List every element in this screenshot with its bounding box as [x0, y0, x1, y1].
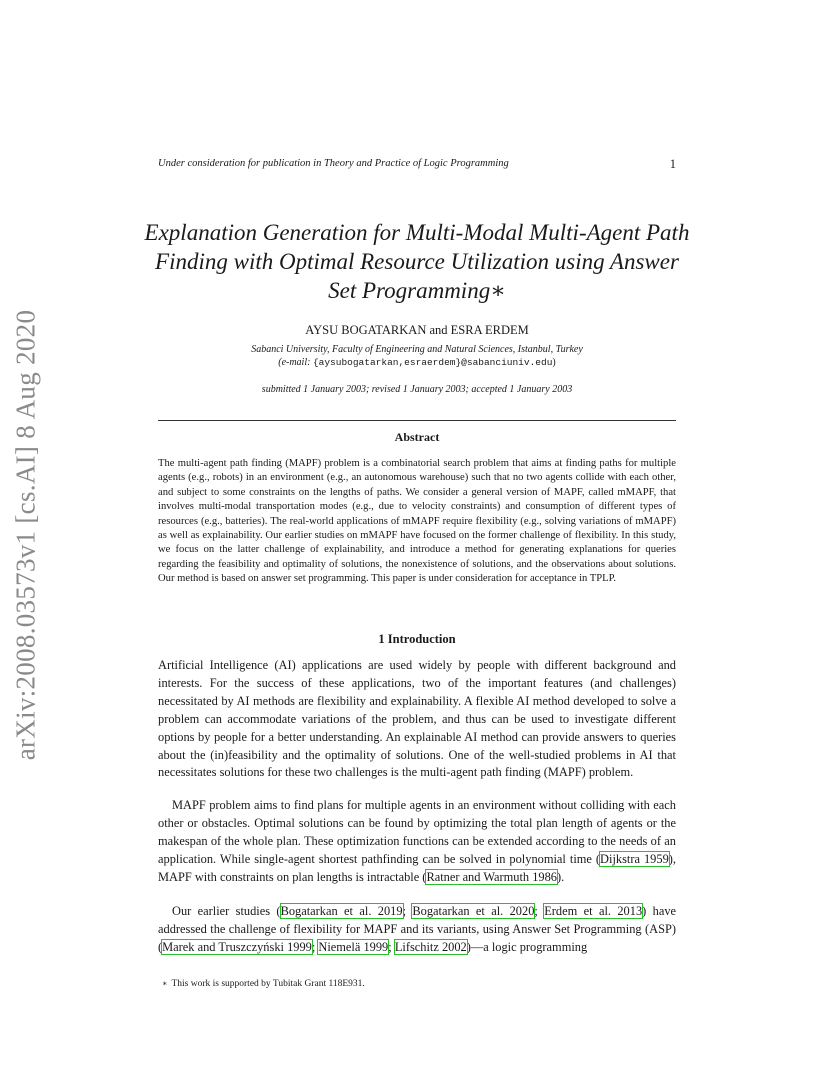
- paragraph-text: ), MAPF with constraints on plan lengths is intractable (: [158, 851, 676, 884]
- citation-link[interactable]: Dijkstra 1959: [600, 851, 669, 866]
- email-prefix: (e-mail:: [278, 357, 313, 368]
- paragraph-text: Our earlier studies (: [172, 904, 281, 918]
- authors: AYSU BOGATARKAN and ESRA ERDEM: [305, 323, 529, 337]
- arxiv-stamp: [2, 300, 50, 770]
- intro-paragraph-3: [158, 903, 676, 957]
- header-divider: [158, 420, 676, 421]
- citation-separator: ;: [534, 904, 545, 918]
- abstract-body: The multi-agent path finding (MAPF) problem is a combinatorial search problem that aims at finding paths for multiple agents (e.g., robots) in an environment (e.g., an autonomous warehouse) such that no two agents collide with each other, and subject to some constraints on the lengths of paths. We consider a general version of MAPF, called mMAPF, that involves multi-modal transportation modes (e.g., due to velocity constraints) and consumption of different types of resources (e.g., batteries). The real-world applications of mMAPF require flexibility (e.g., solving variations of mMAPF) as well as explainability. Our earlier studies on mMAPF have focused on the former challenge of flexibility. In this study, we focus on the latter challenge of explainability, and introduce a method for generating explanations for queries regarding the feasibility and optimality of solutions, the nonexistence of solutions, and the observations about solutions. Our method is based on answer set programming. This paper is under consideration for acceptance in TPLP.: [158, 458, 676, 585]
- citation-separator: ;: [388, 939, 395, 954]
- citation-link[interactable]: Ratner and Warmuth 1986: [426, 869, 558, 884]
- email-line: [158, 357, 676, 368]
- paragraph-text: ) have addressed the challenge of flexibility for MAPF and its variants, using Answer Set Programming (ASP) (: [158, 904, 677, 954]
- abstract-heading: Abstract: [394, 430, 440, 444]
- paper-title: Explanation Generation for Multi-Modal Multi-Agent Path Finding with Optimal Resource Utilization using Answer Set Programming∗: [144, 220, 690, 303]
- citation-link[interactable]: Erdem et al. 2013: [544, 904, 643, 918]
- email-addresses[interactable]: {aysubogatarkan,esraerdem}@sabanciuniv.edu: [312, 357, 553, 368]
- arxiv-identifier: arXiv:2008.03573v1 [cs.AI] 8 Aug 2020: [10, 309, 41, 761]
- intro-paragraph-2: [158, 797, 676, 887]
- footnote-marker: ∗: [162, 979, 168, 988]
- citation-separator: ;: [402, 904, 413, 918]
- citation-link[interactable]: Niemelä 1999: [318, 939, 389, 954]
- paragraph-text: ).: [557, 869, 565, 884]
- submission-dates: submitted 1 January 2003; revised 1 January 2003; accepted 1 January 2003: [261, 384, 573, 395]
- section-heading-introduction: 1 Introduction: [378, 632, 456, 646]
- citation-link[interactable]: Bogatarkan et al. 2019: [280, 904, 403, 918]
- page-number: 1: [669, 157, 676, 171]
- paragraph-text: )—a logic programming: [466, 939, 588, 954]
- citation-link[interactable]: Marek and Truszczyński 1999: [162, 939, 312, 954]
- intro-paragraph-1: Artificial Intelligence (AI) applications are used widely by people with different background and interests. For the success of these applications, two of the important features (and challenges) necessitated by AI methods are flexibility and explainability. A flexible AI method developed to solve a problem can accommodate variations of the problem, and thus can be used to investigate different options by people for a better understanding. An explainable AI method can provide answers to queries about the (in)feasibility and the optimality of solutions. One of the well-studied problems in AI that necessitates solutions for these two challenges is the multi-agent path finding (MAPF) problem.: [158, 658, 676, 780]
- paragraph-text: MAPF problem aims to find plans for multiple agents in an environment without colliding with each other or obstacles. Optimal solutions can be found by optimizing the total plan length of agents or the makespan of the whole plan. These optimization functions can be extended according to the needs of an application. While single-agent shortest pathfinding can be solved in polynomial time (: [158, 798, 676, 866]
- footnote-text: This work is supported by Tubitak Grant 118E931.: [171, 979, 365, 989]
- affiliation: Sabanci University, Faculty of Engineering and Natural Sciences, Istanbul, Turkey: [251, 344, 583, 355]
- citation-link[interactable]: Lifschitz 2002: [394, 939, 467, 954]
- citation-link[interactable]: Bogatarkan et al. 2020: [412, 904, 535, 918]
- running-head-text: Under consideration for publication in Theory and Practice of Logic Programming: [158, 158, 509, 169]
- email-suffix: ): [552, 357, 556, 368]
- citation-separator: ;: [311, 939, 319, 954]
- running-head: [158, 158, 676, 174]
- footnote: [162, 979, 672, 989]
